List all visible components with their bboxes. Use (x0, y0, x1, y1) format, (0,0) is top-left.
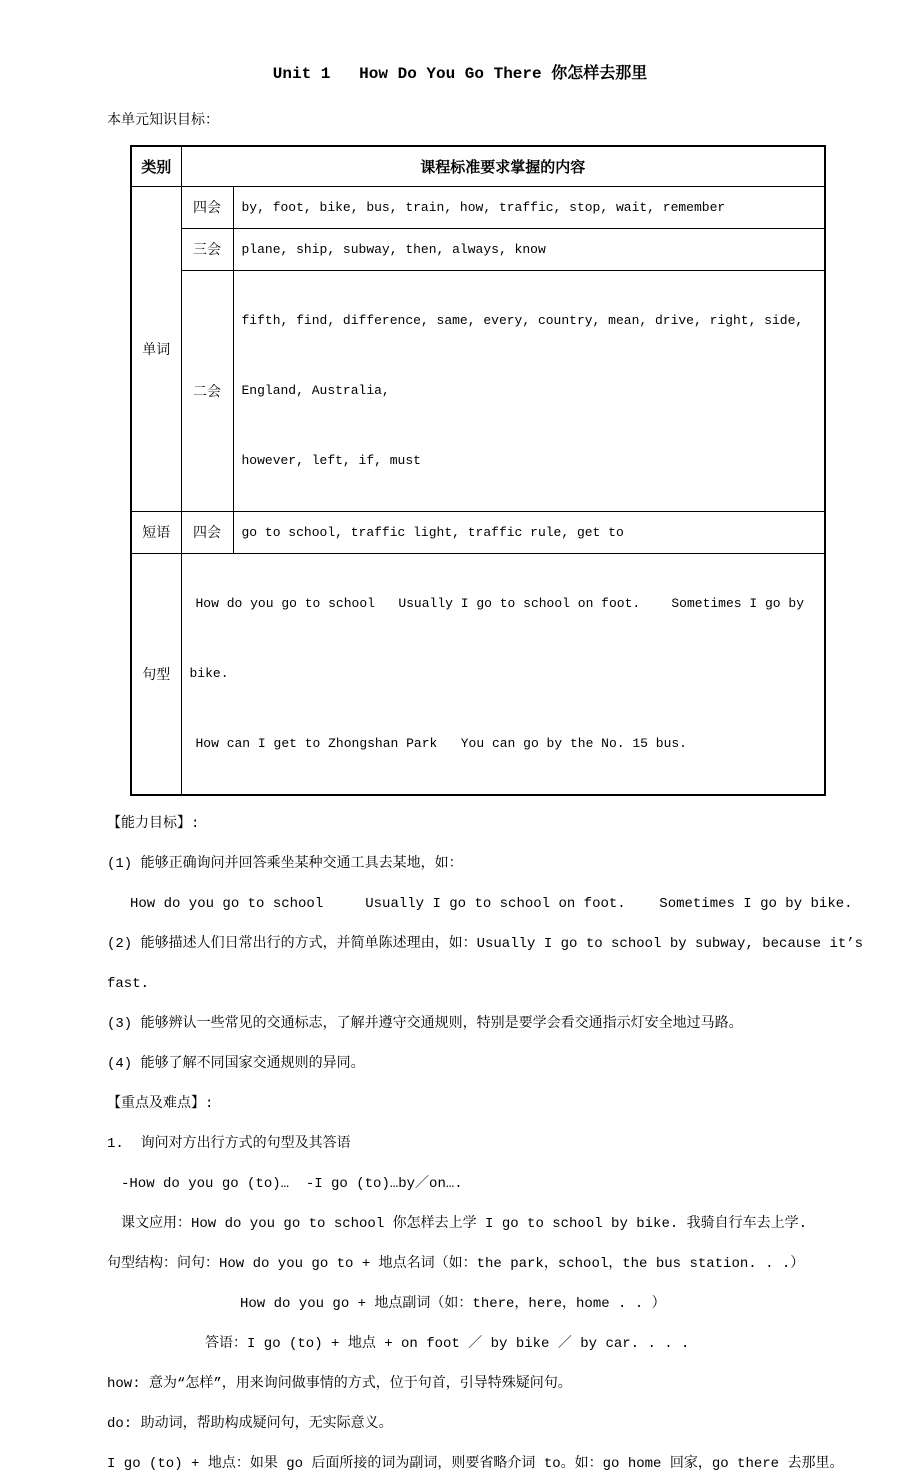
goal-3: (3) 能够辨认一些常见的交通标志，了解并遵守交通规则，特别是要学会看交通指示灯安全地过马路。 (107, 1015, 743, 1032)
erhui-content-cell (233, 270, 825, 511)
point-1-structure-question-2: How do you go + 地点副词（如：there，here，home . . ） (240, 1295, 666, 1312)
erhui-line-2: England, Australia, (241, 382, 390, 398)
sanhui-content-cell: plane, ship, subway, then, always, know (233, 228, 825, 270)
sihui-label-cell: 四会 (181, 186, 233, 228)
phrases-content-cell: go to school, traffic light, traffic rule, get to (233, 511, 825, 553)
note-how: how: 意为“怎样”，用来询问做事情的方式，位于句首，引导特殊疑问句。 (107, 1375, 572, 1392)
document-title: Unit 1 How Do You Go There 你怎样去那里 (272, 65, 648, 83)
table-row-erhui (131, 270, 825, 511)
goal-2-continued: fast. (107, 975, 150, 992)
table-row-phrases (131, 511, 825, 553)
table-header-content: 课程标准要求掌握的内容 (181, 146, 825, 186)
note-i-go-to: I go (to) + 地点：如果 go 后面所接的词为副词，则要省略介词 to。如：go home 回家，go there 去那里。 (107, 1455, 844, 1472)
ability-goals-heading: 【能力目标】: (107, 815, 200, 832)
sentences-content-cell (181, 553, 825, 795)
goal-4: (4) 能够了解不同国家交通规则的异同。 (107, 1055, 365, 1072)
table-row-sihui (131, 186, 825, 228)
erhui-line-1: fifth, find, difference, same, every, country, mean, drive, right, side, (241, 312, 804, 328)
sihui-content-cell: by, foot, bike, bus, train, how, traffic, stop, wait, remember (233, 186, 825, 228)
table-row-sanhui (131, 228, 825, 270)
point-1-heading: 1. 询问对方出行方式的句型及其答语 (107, 1135, 351, 1152)
point-1-structure-answer: 答语：I go (to) + 地点 + on foot ／ by bike ／ by car. . . . (205, 1335, 690, 1352)
phrases-label-cell: 短语 (131, 511, 181, 553)
note-do: do: 助动词，帮助构成疑问句，无实际意义。 (107, 1415, 393, 1432)
point-1-structure-question: 句型结构：问句：How do you go to + 地点名词（如：the park，school，the bus station. . .） (107, 1255, 805, 1272)
goal-1: (1) 能够正确询问并回答乘坐某种交通工具去某地，如： (107, 855, 463, 872)
sentences-label-cell: 句型 (131, 553, 181, 795)
words-label-cell: 单词 (131, 186, 181, 511)
phrases-sub-label-cell: 四会 (181, 511, 233, 553)
erhui-label-cell: 二会 (181, 270, 233, 511)
table-row-sentences (131, 553, 825, 795)
knowledge-table (130, 145, 826, 796)
erhui-line-3: however, left, if, must (241, 452, 421, 468)
table-header-row (131, 146, 825, 186)
point-1-text-application: 课文应用：How do you go to school 你怎样去上学 I go to school by bike. 我骑自行车去上学. (121, 1215, 808, 1232)
key-points-heading: 【重点及难点】: (107, 1095, 214, 1112)
goal-2: (2) 能够描述人们日常出行的方式，并简单陈述理由，如：Usually I go to school by subway, because it’s (107, 935, 864, 952)
sanhui-label-cell: 三会 (181, 228, 233, 270)
goal-1-example: How do you go to school Usually I go to school on foot. Sometimes I go by bike. (130, 895, 853, 912)
document-body (0, 804, 920, 1484)
document-page (0, 60, 920, 1484)
sentence-line-3: How can I get to Zhongshan Park You can go by the No. 15 bus. (195, 735, 687, 751)
table-header-category: 类别 (131, 146, 181, 186)
point-1-pattern: -How do you go (to)… -I go (to)…by／on…. (121, 1175, 463, 1192)
sentence-line-2: bike. (189, 665, 229, 681)
sentence-line-1: How do you go to school Usually I go to school on foot. Sometimes I go by (195, 595, 804, 611)
intro-label: 本单元知识目标： (107, 113, 219, 129)
